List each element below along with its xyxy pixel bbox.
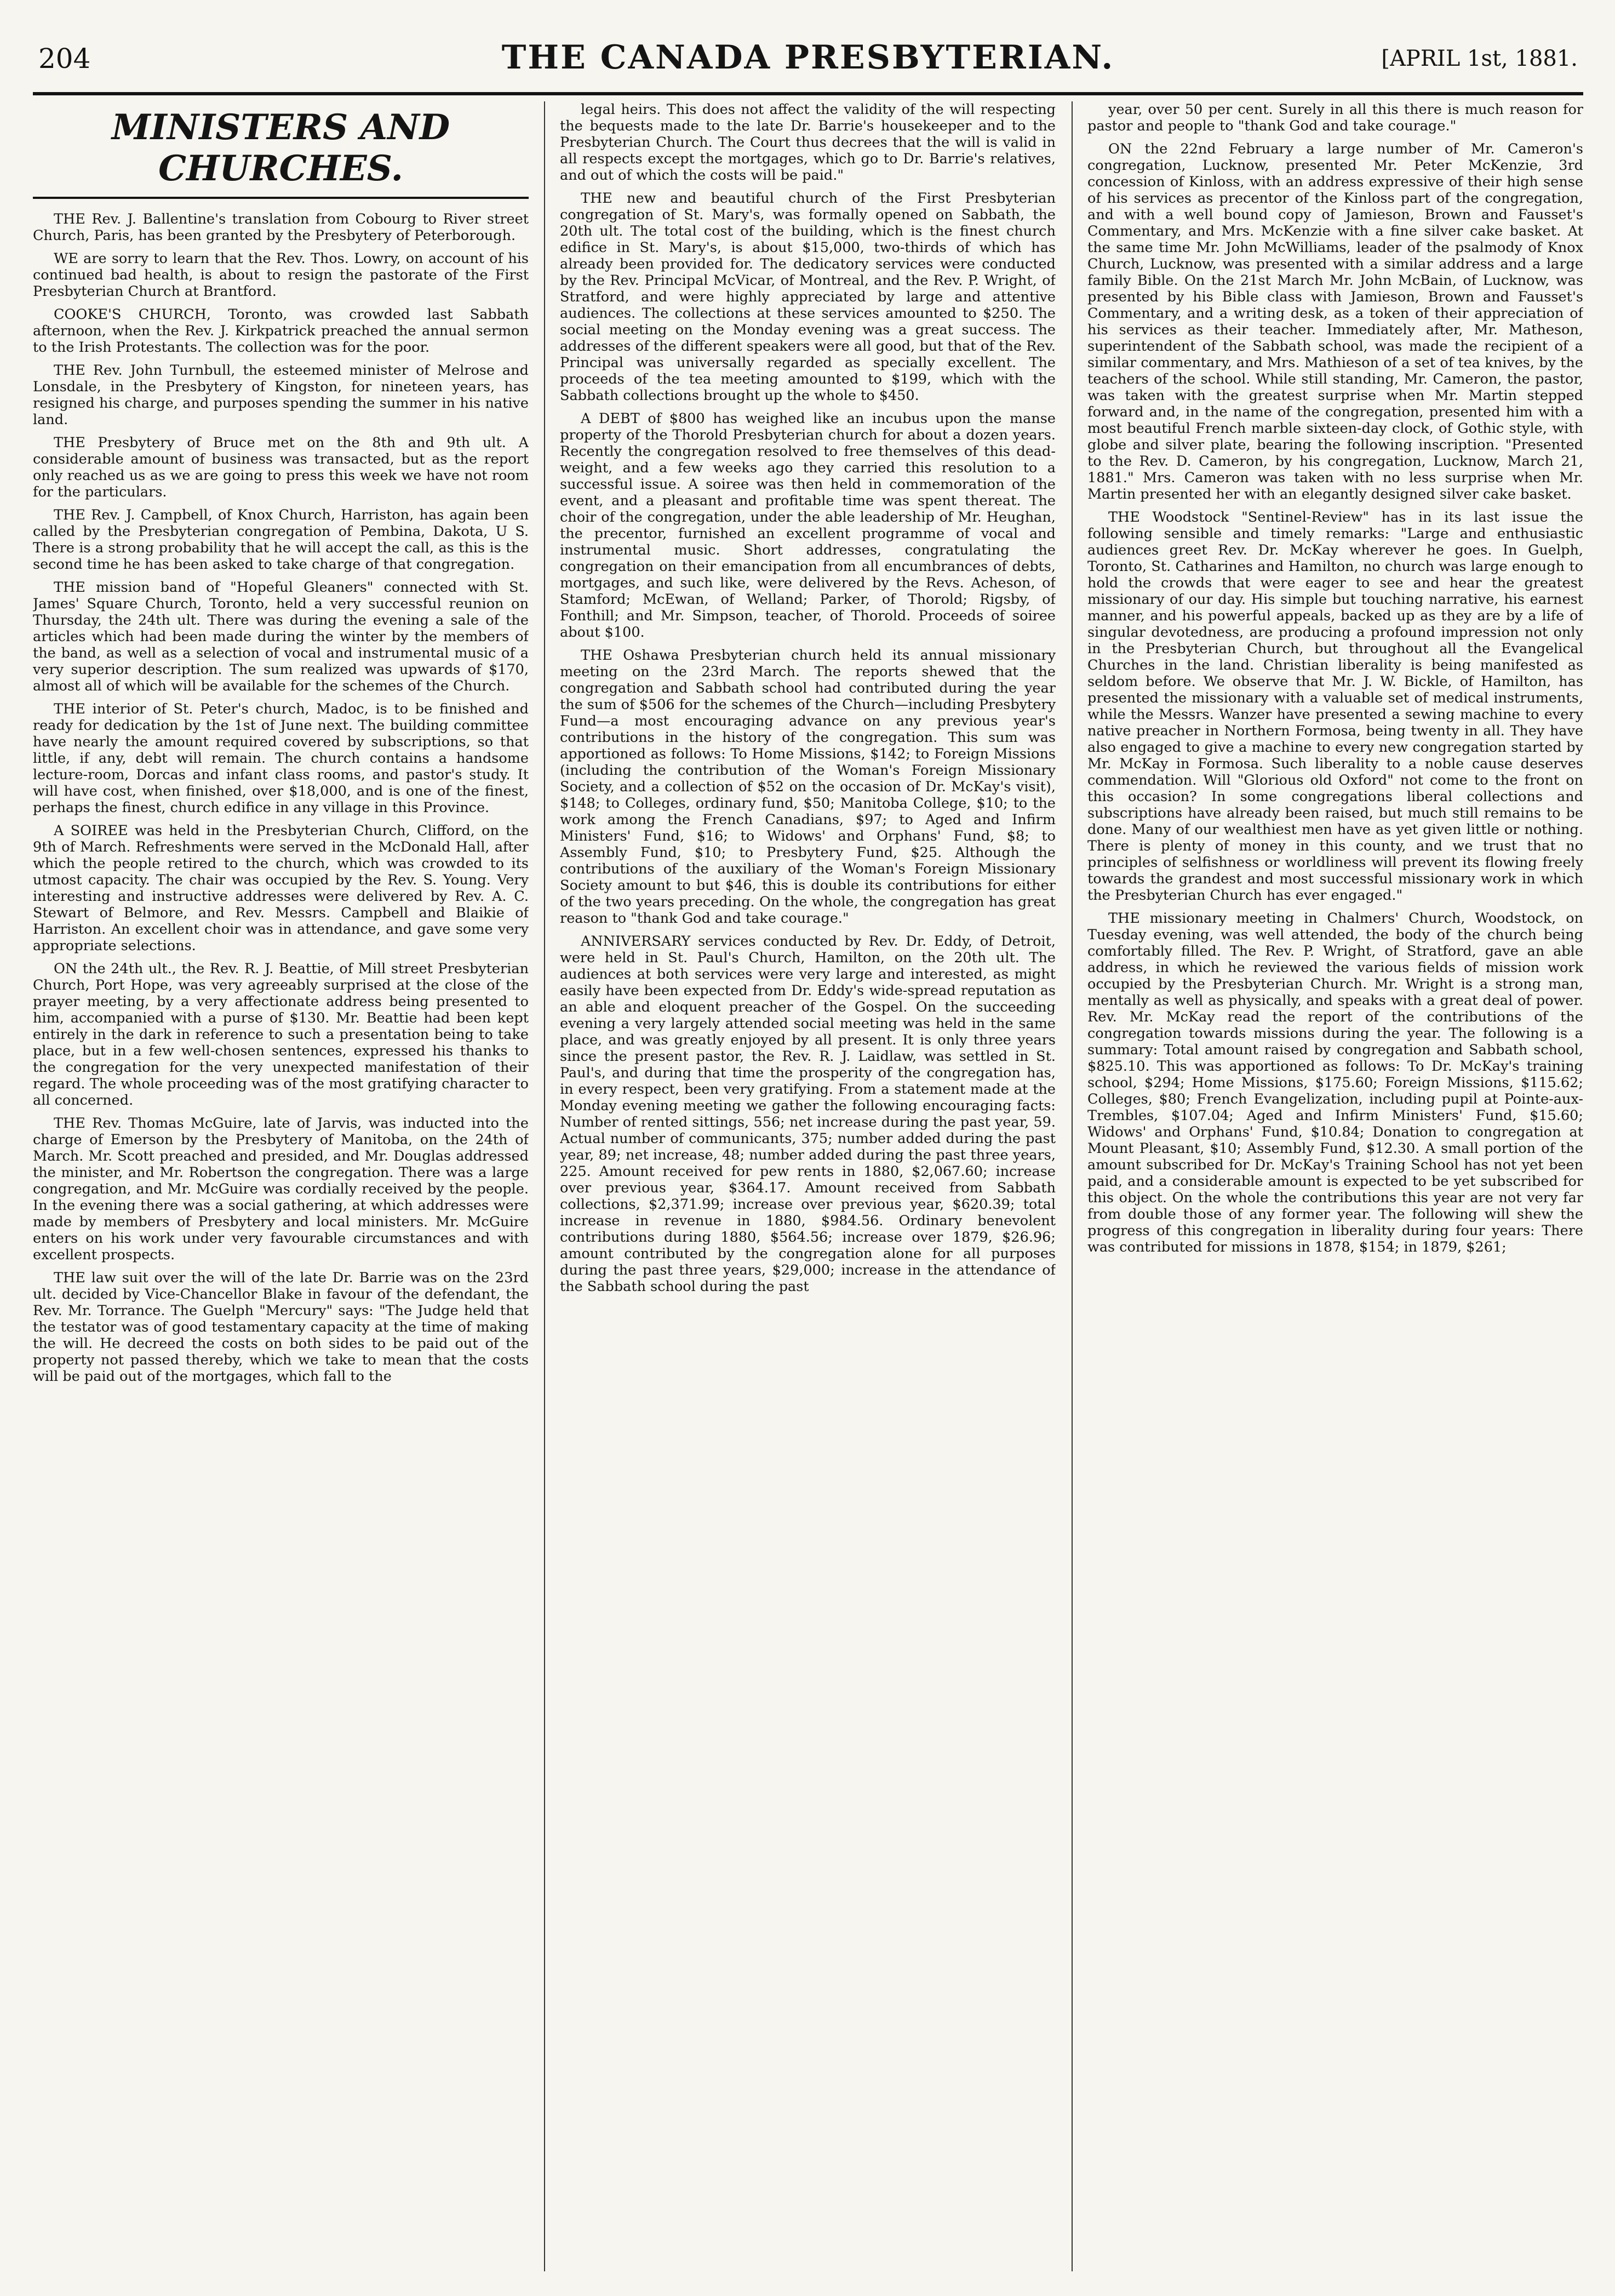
- article-paragraph: THE new and beautiful church of the First Presbyterian congregation of St. Mary's, was formally opened on Sabbath, the 20th ult. The total cost of the building, which is the finest church edifice in St. Mary's, is about $15,000, two-thirds of which has already been provided for. The dedicatory services were conducted by the Rev. Principal McVicar, of Montreal, and the Rev. P. Wright, of Stratford, and were highly appreciated by large and attentive audiences. The collections at these services amounted to $250. The social meeting on the Monday evening was a great success. The addresses of the different speakers were all good, but that of the Rev. Principal was universally regarded as specially excellent. The proceeds of the tea meeting amounted to $199, which with the Sabbath collections brought up the whole to $450.: [560, 190, 1056, 404]
- section-heading: MINISTERS AND CHURCHES.: [111, 107, 450, 189]
- article-paragraph: THE missionary meeting in Chalmers' Church, Woodstock, on Tuesday evening, was well attended, the body of the church being comfortably filled. The Rev. P. Wright, of Stratford, gave an able address, in which he reviewed the various fields of mission work occupied by the Presbyterian Church. Mr. Wright is a strong man, mentally as well as physically, and speaks with a great deal of power. Rev. Mr. McKay read the report of the contributions of the congregation towards missions during the year. The following is a summary: Total amount raised by congregation and Sabbath school, $825.10. This was apportioned as follows: To Dr. McKay's training school, $294; Home Missions, $175.60; Foreign Missions, $115.62; Colleges, $80; French Evangelization, including pupil at Pointe-aux-Trembles, $107.04; Aged and Infirm Ministers' Fund, $15.60; Widows' and Orphans' Fund, $10.84; Donation to congregation at Mount Pleasant, $10; Assembly Fund, $12.30. A small portion of the amount subscribed for Dr. McKay's Training School has not yet been paid, and a considerable amount is expected to be yet subscribed for this object. On the whole the contributions this year are not very far from double those of any former year. The following will shew the progress of this congregation in liberality during four years: There was contributed for missions in 1878, $154; in 1879, $261;: [1087, 910, 1583, 1255]
- paper-title: THE CANADA PRESBYTERIAN.: [501, 38, 1115, 77]
- article-paragraph: THE law suit over the will of the late Dr. Barrie was on the 23rd ult. decided by Vice-Chancellor Blake in favour of the defendant, the Rev. Mr. Torrance. The Guelph "Mercury" says: "The Judge held that the testator was of good testamentary capacity at the time of making the will. He decreed the costs on both sides to be paid out of the property not passed thereby, which we take to mean that the costs will be paid out of the mortgages, which fall to the: [33, 1270, 529, 1385]
- article-paragraph: THE Presbytery of Bruce met on the 8th and 9th ult. A considerable amount of business was transacted, but as the report only reached us as we are going to press this week we have not room for the particulars.: [33, 435, 529, 500]
- page-number: 204: [38, 43, 91, 75]
- article-paragraph: A DEBT of $800 has weighed like an incubus upon the manse property of the Thorold Presbyterian church for about a dozen years. Recently the congregation resolved to free themselves of this dead-weight, and a few weeks ago they carried this resolution to a successful issue. A soiree was then held in commemoration of the event, and a pleasant and profitable time was spent thereat. The choir of the congregation, under the able leadership of Mr. Heughan, the precentor, furnished an excellent programme of vocal and instrumental music. Short addresses, congratulating the congregation on their emancipation from all encumbrances of debts, mortgages, and such like, were delivered by the Revs. Acheson, of Stamford; McEwan, of Welland; Parker, of Thorold; Rigsby, of Fonthill; and Mr. Simpson, teacher, of Thorold. Proceeds of soiree about $100.: [560, 410, 1056, 641]
- article-paragraph: A SOIREE was held in the Presbyterian Church, Clifford, on the 9th of March. Refreshments were served in the McDonald Hall, after which the people retired to the church, which was crowded to its utmost capacity. The chair was occupied by the Rev. S. Young. Very interesting and instructive addresses were delivered by Rev. A. C. Stewart of Belmore, and Rev. Messrs. Campbell and Blaikie of Harriston. An excellent choir was in attendance, and gave some very appropriate selections.: [33, 823, 529, 954]
- issue-date: [APRIL 1st, 1881.: [1381, 46, 1578, 71]
- column-2-body: [560, 101, 1056, 1295]
- article-paragraph: year, over 50 per cent. Surely in all this there is much reason for pastor and people to "thank God and take courage.": [1087, 101, 1583, 134]
- page-header: [33, 38, 1583, 82]
- article-paragraph: THE mission band of "Hopeful Gleaners" connected with St. James' Square Church, Toronto, held a very successful reunion on Thursday, the 24th ult. There was during the evening a sale of the articles which had been made during the winter by the members of the band, as well as a selection of vocal and instrumental music of a very superior description. The sum realized was upwards of $170, almost all of which will be available for the schemes of the Church.: [33, 579, 529, 694]
- article-paragraph: THE Rev. Thomas McGuire, late of Jarvis, was inducted into the charge of Emerson by the Presbytery of Manitoba, on the 24th of March. Mr. Scott preached and presided, and Mr. Douglas addressed the minister, and Mr. Robertson the congregation. There was a large congregation, and Mr. McGuire was cordially received by the people. In the evening there was a social gathering, at which addresses were made by members of Presbytery and local ministers. Mr. McGuire enters on his work under very favourable circumstances and with excellent prospects.: [33, 1115, 529, 1263]
- article-paragraph: THE Oshawa Presbyterian church held its annual missionary meeting on the 23rd March. The reports shewed that the congregation and Sabbath school had contributed during the year the sum of $506 for the schemes of the Church—including Presbytery Fund—a most encouraging advance on any previous year's contributions in the history of the congregation. This sum was apportioned as follows: To Home Missions, $142; to Foreign Missions (including the contribution of the Woman's Foreign Missionary Society, and a collection of $52 on the occasion of Dr. McKay's visit), $148; to Colleges, ordinary fund, $50; Manitoba College, $10; to the work among the French Canadians, $97; to Aged and Infirm Ministers' Fund, $16; to Widows' and Orphans' Fund, $8; to Assembly Fund, $10; to Presbytery Fund, $25. Although the contributions of the auxiliary of the Woman's Foreign Missionary Society amount to but $46, this is double its contributions for either of the two years preceding. On the whole, the congregation has great reason to "thank God and take courage.": [560, 647, 1056, 927]
- column-1: [33, 101, 529, 2271]
- column-divider: [1072, 101, 1073, 2271]
- article-paragraph: THE interior of St. Peter's church, Madoc, is to be finished and ready for dedication by the 1st of June next. The building committee have nearly the amount required covered by subscriptions, so that little, if any, debt will remain. The church contains a handsome lecture-room, Dorcas and infant class rooms, and pastor's study. It will have cost, when finished, over $18,000, and is one of the finest, perhaps the finest, church edifice in any village in this Province.: [33, 701, 529, 816]
- article-paragraph: THE Rev. John Turnbull, the esteemed minister of Melrose and Lonsdale, in the Presbytery of Kingston, for nineteen years, has resigned his charge, and purposes spending the summer in his native land.: [33, 362, 529, 428]
- newspaper-page: [33, 38, 1583, 2274]
- article-paragraph: legal heirs. This does not affect the validity of the will respecting the bequests made to the late Dr. Barrie's housekeeper and to the Presbyterian Church. The Court thus decrees that the will is valid in all respects except the mortgages, which go to Dr. Barrie's relatives, and out of which the costs will be paid.": [560, 101, 1056, 184]
- article-paragraph: WE are sorry to learn that the Rev. Thos. Lowry, on account of his continued bad health, is about to resign the pastorate of the First Presbyterian Church at Brantford.: [33, 250, 529, 300]
- column-1-body: [33, 211, 529, 1385]
- column-3-body: [1087, 101, 1583, 1255]
- section-heading-rule: [33, 197, 529, 199]
- article-paragraph: THE Rev. J. Campbell, of Knox Church, Harriston, has again been called by the Presbyterian congregation of Pembina, Dakota, U S. There is a strong probability that he will accept the call, as this is the second time he has been asked to take charge of that congregation.: [33, 507, 529, 573]
- column-2: [560, 101, 1056, 2271]
- article-paragraph: ON the 24th ult., the Rev. R. J. Beattie, of Mill street Presbyterian Church, Port Hope, was very agreeably surprised at the close of the prayer meeting, by a very affectionate address being presented to him, accompanied with a purse of $130. Mr. Beattie had been kept entirely in the dark in reference to such a presentation being to take place, but in a few well-chosen sentences, expressed his thanks to the congregation for the very unexpected manifestation of their regard. The whole proceeding was of the most gratifying character to all concerned.: [33, 961, 529, 1109]
- column-divider: [544, 101, 545, 2271]
- article-paragraph: THE Rev. J. Ballentine's translation from Cobourg to River street Church, Paris, has been granted by the Presbytery of Peterborough.: [33, 211, 529, 244]
- article-paragraph: COOKE'S CHURCH, Toronto, was crowded last Sabbath afternoon, when the Rev. J. Kirkpatrick preached the annual sermon to the Irish Protestants. The collection was for the poor.: [33, 306, 529, 356]
- column-3: [1087, 101, 1583, 2271]
- article-paragraph: THE Woodstock "Sentinel-Review" has in its last issue the following sensible and timely remarks: "Large and enthusiastic audiences greet Rev. Dr. McKay wherever he goes. In Guelph, Toronto, St. Catharines and Hamilton, no church was large enough to hold the crowds that were eager to see and hear the greatest missionary of our day. His simple but touching narrative, his earnest manner, and his powerful appeals, backed up as they are by a life of singular devotedness, are producing a profound impression not only in the Presbyterian Church, but throughout all the Evangelical Churches in the land. Christian liberality is being manifested as seldom before. We observe that Mr. J. W. Bickle, of Hamilton, has presented the missionary with a valuable set of medical instruments, while the Messrs. Wanzer have presented a sewing machine to every native preacher in Northern Formosa, being twenty in all. They have also engaged to give a machine to every new congregation started by Mr. McKay in Formosa. Such liberality to a noble cause deserves commendation. Will "Glorious old Oxford" not come to the front on this occasion? In some congregations liberal collections and subscriptions have already been raised, but much still remains to be done. Many of our wealthiest men have as yet given little or nothing. There is plenty of money in this county, and we trust that no principles of selfishness or worldliness will prevent its flowing freely towards the grandest and most successful missionary work in which the Presbyterian Church has ever engaged.": [1087, 509, 1583, 904]
- article-paragraph: ON the 22nd February a large number of Mr. Cameron's congregation, Lucknow, presented Mr. Peter McKenzie, 3rd concession of Kinloss, with an address expressive of their high sense of his services as precentor of the Kinloss part of the congregation, and with a well bound copy of Jamieson, Brown and Fausset's Commentary, and Mrs. McKenzie with a fine silver cake basket. At the same time Mr. John McWilliams, leader of the psalmody of Knox Church, Lucknow, was presented with a similar address and a large family Bible. On the 21st March Mr. John McBain, of Lucknow, was presented by his Bible class with Jamieson, Brown and Fausset's Commentary, and a writing desk, as a token of their appreciation of his services as their teacher. Immediately after, Mr. Matheson, superintendent of the Sabbath school, was made the recipient of a similar commentary, and Mrs. Mathieson of a set of tea knives, by the teachers of the school. While still standing, Mr. Cameron, the pastor, was taken with the greatest surprise when Mr. Martin stepped forward and, in the name of the congregation, presented him with a most beautiful French marble sixteen-day clock, of Gothic style, with globe and silver plate, bearing the following inscription. "Presented to the Rev. D. Cameron, by his congregation, Lucknow, March 21, 1881." Mrs. Cameron was taken with no less surprise when Mr. Martin presented her with an elegantly designed silver cake basket.: [1087, 141, 1583, 502]
- article-paragraph: ANNIVERSARY services conducted by Rev. Dr. Eddy, of Detroit, were held in St. Paul's Church, Hamilton, on the 20th ult. The audiences at both services were very large and interested, as might easily have been expected from Dr. Eddy's wide-spread reputation as an able and eloquent preacher of the Gospel. On the succeeding evening a very largely attended social meeting was held in the same place, and was greatly enjoyed by all present. It is only three years since the present pastor, the Rev. R. J. Laidlaw, was settled in St. Paul's, and during that time the prosperity of the congregation has, in every respect, been very gratifying. From a statement made at the Monday evening meeting we gather the following encouraging facts: Number of rented sittings, 556; net increase during the past year, 59. Actual number of communicants, 375; number added during the past year, 89; net increase, 48; number added during the past three years, 225. Amount received for pew rents in 1880, $2,067.60; increase over previous year, $364.17. Amount received from Sabbath collections, $2,371.99; increase over previous year, $620.39; total increase in revenue in 1880, $984.56. Ordinary benevolent contributions during 1880, $564.56; increase over 1879, $26.96; amount contributed by the congregation alone for all purposes during the past three years, $29,000; increase in the attendance of the Sabbath school during the past: [560, 933, 1056, 1295]
- header-rule: [33, 92, 1583, 95]
